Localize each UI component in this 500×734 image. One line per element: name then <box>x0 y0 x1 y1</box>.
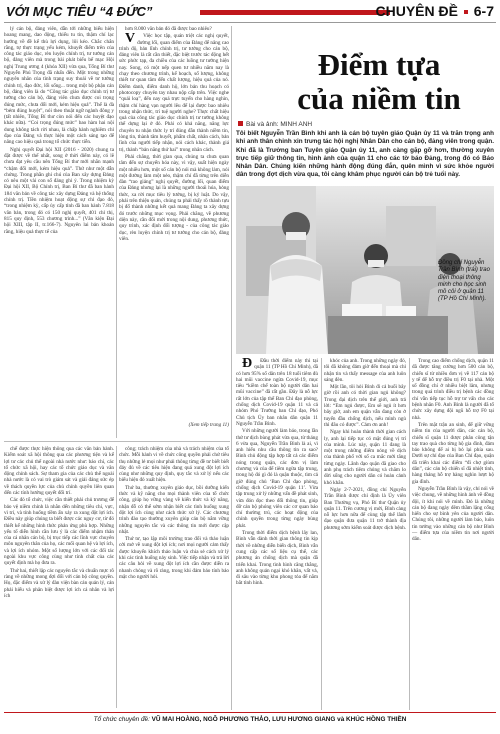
left-article-col2 <box>119 26 229 421</box>
paragraph: Ngày 2-7-2021, đồng chí Nguyễn Trần Bình được chỉ định là Ủy viên Ban Thường vụ, Phó Bí thư Quận ủy quận 11. Trên cương vị mới, Bình càng nỗ lực hơn nữa để cùng tập thể lãnh đạo quận đưa quận 11 trở thành địa phương sớm kiểm soát được dịch bệnh. <box>324 486 406 531</box>
header-rule <box>4 22 496 23</box>
paragraph: Thứ ba, thường xuyên giáo dục, bồi dưỡng kiến thức và kỹ năng cho mọi thành viên của tổ chức công, giúp họ vững vàng về kiến thức và kỹ năng, nhận đỗ có thể sớm nhận biết các tình huống xung đột lợi ích cùng như cách thức xử lý. Các chương trình đào tạo thường xuyên giúp cán bộ nắm vững những nguyên tắc và các thông tin mới được cập nhật. <box>119 484 229 535</box>
paragraph: Trong cao điểm chống dịch, quận 11 đã được tăng cường hơn 500 cán bộ, chiến sĩ từ nhiều đơn vị về 117 cán bộ y tế để hỗ trợ điều trị F0 tại nhà. Một số đồng chí ở nhiều biệt lâm, nhưng trong quá trình điều trị bệnh các đồng chí vẫn tiếp tục hỗ trợ tư vấn cho các bệnh nhân F0. Anh Bình là người đã tổ chức xây dựng đội ngũ hỗ trợ F0 tại nhà. <box>412 358 494 421</box>
paragraph: Với những người làm báo, trong lần thứ tư dịch bùng phát vừa qua, từ tháng 6 vừa qua, Nguyễn Trần Bình là ai, vì anh hiểu nhu cầu thông tin ra sao? Bình chủ động tập hợp tất cả các điểm nóng trong quận, các đơn vị làm chương và của để tiêm ngừa tập trung, trong hộ đó gì đó là quận thuộc, tìm cả giờ đúng chủ ‘Ban Chỉ đạo phòng, chống dịch Covid-19 quận 11’. Vừa tập trung xử lý những vấn đề phát sinh, vừa đón đọc theo đổi thông tin, giúp đỡ cán bộ phóng viên các cơ quan báo chí thường trú, các hoạt động của chính quyền trong từng ngày bùng phát. <box>236 428 318 529</box>
right-article-col2 <box>324 358 406 710</box>
paragraph: công; trách nhiệm của nhà và trách nhiệm của tổ chức. Mỗi hành vi về chức công quyền phải chứ tiêu thụ những lẻ mọi như phải thông từng đề tư biết biết đảy đủ về các tiêu hiện đang quá xung đột lợi ích cùng như những quy định, quy tắc và xử lý nếu các biểu hiện đó xuất hiện. <box>119 446 229 484</box>
header-accent-bar <box>200 10 390 15</box>
footer-rule <box>4 712 496 713</box>
article-title <box>262 48 496 116</box>
column-divider <box>321 358 322 710</box>
paragraph <box>119 33 229 153</box>
drop-cap: Đ <box>242 358 253 371</box>
drop-cap: V <box>125 31 136 47</box>
right-article-col3 <box>412 358 494 710</box>
page-footer <box>4 716 496 723</box>
byline <box>238 121 312 128</box>
paragraph: Nguyễn Trần Bình là vậy, chỉ nói về việc chung, về những hình ảnh về đồng đội, ít khi nói về mình. Đó là những cán bộ đang ngày đêm thầm lặng cống hiến cho sự bình yên của người dân. Chúng tôi, những người làm báo, luôn tin tưởng vào những cán bộ như Bình — điểm tựa của niềm tin nơi người dân. <box>412 485 494 543</box>
left-lower-col1 <box>4 446 114 708</box>
column-divider <box>116 446 117 708</box>
paragraph: Phải chăng, thời gian qua, chúng ta chưa quan tâm đến sự chuyển hóa này, vì vậy, suất hiện ngày một nhiều hơn, một số cán bộ nói mà không làm, nói một đường làm một nẻo, thậm chí đã từng trên diễn đàn “rao giảng” nghị quyết, đường lối, quan điểm của Đảng nhưng lại là những người thoái hóa, hỏng thức, xa rời mục tiêu lý tưởng, bị kỷ luật. Do vậy, phải trên thiện quản, chúng ta phải thấy rõ thành tựu bị đổ thành những kết quả mang Đảng ta xây dựng đó trước những mục vọng. Phải chăng, về phương diện này, cần đổi mới trong nội dung, phương thức, quy trình, xác định đối tượng - của công tác giáo dục, rèn luyện chính trị tư tưởng cho cán bộ, đảng viên. <box>119 153 229 242</box>
byline-marker-icon <box>238 121 243 126</box>
article-lead: Tôi biết Nguyễn Trần Bình khi anh là cán bộ tuyên giáo Quận ủy 11 và trăn trọng anh khi anh thân chinh xin trưng tác hội nghị Nhân Dân cho cán bộ, đảng viên trong quận. Khi đã là Trưởng ban Tuyên giáo Quận ủy 11, anh càng gặp gỡ hơn, thường xuyên trực tiếp giữ thông tin, hình ảnh của quận 11 cho các tờ báo Đảng, trong đó có Báo Nhân Dân. Chúng kiến những hành động đúng đắn, quên mình vì sức khỏe người dân trong đợt dịch vừa qua, tôi càng khâm phục người cán bộ trẻ tuổi này. <box>236 130 494 179</box>
column-divider <box>231 26 232 710</box>
right-article-col1 <box>236 358 318 710</box>
left-lower-col2 <box>119 446 229 708</box>
continued-ref: (Xem tiếp trang 11) <box>188 422 229 428</box>
title-line: Điểm tựa <box>317 47 441 82</box>
page-number: 6-7 <box>473 3 494 19</box>
left-article-col1 <box>4 26 114 436</box>
footer-names: VŨ MAI HOÀNG, NGÔ PHƯƠNG THẢO, LƯU HƯƠNG GIANG và KHÚC HỒNG THIỀN <box>151 716 407 723</box>
paragraph: hơn 8.000 văn bản đó đã được bao nhiêu? <box>125 26 212 32</box>
paragraph: Nghị quyết Đại hội XII (2016 - 2020) chung ta đặt được về thế nhất, song ở thời điểm này, có lẽ chưa đạt yêu cầu nên Tổng Bí thư mới nhắn mạnh “chậm đổi mới, kém hiệu quả”. Thứ như một dẫn chứng. Trong phần ghi chú của Ban xây dựng Đảng có nêu một vài con số đáng ghi ý. Trong nhiệm kỳ Đại hội XII, Bộ Chính trị, Ban Bí thư đã ban hành 184 văn bản về công tác xây dựng Đảng và hệ thống chính trị. Tiền nhiệm hoạt động sự chỉ đạo đó, “trong nhiệm kỳ, cấp ủy cấp tỉnh đã ban hành 7.818 văn bản, trong đó có 150 nghị quyết, 401 chỉ thị, 815 quy định, 553 chương trình...” (Văn kiện Đại hội XIII, tập II, tr.166-7). Nguyên lai bản khoán rằng, hiệu quả thực tế của <box>4 146 114 235</box>
section-label <box>376 3 494 19</box>
paragraph: Trong thời điểm dịch bệnh lây lan, Bình vẫn dành thời gian thông tin kịp thời về những diễn biến dịch, Bình vẫn cung cấp các số liệu cụ thể, các phương án chống dịch mà quận đã triển khai. Trong tình hình căng thẳng, anh không quản ngại khó khăn, vất vả, đi sâu vào từng khu phong tỏa để nắm bắt tình hình. <box>236 530 318 587</box>
paragraph <box>236 358 318 427</box>
paragraph: Trên mặt trận an sinh, để giữ vững niềm tin của người dân, các cán bộ, chiến sĩ quận 11 được phân công tận tay trao quà cho từng hộ gia đình, đảm bảo không để ai bị bỏ lại phía sau. Dưới sự chỉ đạo của Ban Chỉ đạo, quận đã triển khai các điểm “đi chợ giùm dân”, các cán bộ chiến sĩ đã nhiệt tình, hàng tháng hỗ trợ hàng nghìn lượt hộ gia đình. <box>412 421 494 485</box>
byline-text: Bài và ảnh: MINH ANH <box>246 121 313 128</box>
column-divider <box>116 26 117 438</box>
paragraph: khóc của anh. Trong những ngày đó, tôi đã không đảm giờ đến thoại mà chỉ nhận tin và thấy message của anh luôn sáng đèn. <box>324 358 406 383</box>
paragraph: Thứ tư, tạo lập môi trường trao đổi và thảo luận cởi mở về xung đột lợi ích; nơi mọi người cảm thấy được khuyến khích thảo luận và chia sẻ cách xử lý khi các tình huống nảy sinh. Việc tiếp nhận và trả lời các câu hỏi về xung đột lợi ích cần được diễn ra nhanh chóng và rõ ràng, trong khi đảm bảo tính bảo mật cho người hỏi. <box>119 536 229 580</box>
paragraph: lý cán bộ, đảng viên, dẫn tới những biểu hiện hoang mang, dao động, thiếu tu tin, thậm chí lạc hướng về đề kể thù lợi dụng, lôi kéo. Chắc chắn rằng, tự thực trạng yếu kém, khuyết điểm trên của công tác giáo dục, rèn luyện chính trị, tư tưởng cán bộ, đảng viên mà trong bài phát biểu bế mạc Hội nghị Trung ương 4 (khóa XII) vừa qua, Tổng Bí thư Nguyễn Phú Trọng đã nhấn đến. Một trong những nguyên nhân của tình trạng suy thoái về tư tưởng chính trị, đạo đức, lối sống... trong một bộ phận cán bộ, đảng viên là do “Công tác giáo dục chính trị tư tưởng cho cán bộ, đảng viên chưa được coi trọng đúng mức, chưa đổi mới, kém hiệu quả”. Thế là đà “bẻm đúng huyệt”, nói theo thuật ngữ ngành đông y (tất nhiên, Tổng Bí thư còn nói đến các huyệt đạo khác nữa). “Coi trọng đúng mức” bao hàm hai nội dung không tách rời nhau, là chấp hành nghiêm chỉ đạo của Đảng và thực hiện một cách sáng tạo để nâng cao hiệu quả trong tổ chức thực tiễn. <box>4 26 114 146</box>
section-title: VỚI MỤC TIÊU “4 ĐỨC” <box>6 4 153 19</box>
photo-caption: Đồng chí Nguyễn Trần Bình (trái) trao điện thoại thông minh cho học sinh mồ côi ở quận 11 (TP Hồ Chí Minh). <box>438 260 490 303</box>
footer-label: Tổ chức chuyên đề: <box>93 716 150 723</box>
paragraph-text: Việc học tập, quán triệt các nghị quyết, đường lối, quan điểm của Đảng để nâng cao trình độ, bản lĩnh chính trị, tư tưởng cho cán bộ, đảng viên là rất cần thiết, đặc biệt trước tác động hết sức phức tạp, đa chiều của các luồng tư tưởng hiện nay. Song, có một nếp quen tư nhiều năm nay là chạy theo chương trình, kế hoạch, số lượng, không thiết tư quan tâm đến chất lượng, hiệu quả của nó. Điểm danh, điểm danh hộ, lớn bản thu hoạch có photocopy chuyên tay nhau nộp cấp trên. Việc nghe “quái loạ”, đến nay quá trực tuyến cho hàng nghìn, thậm chí hàng vạn người lẽu để lại được bao nhiêu trong nhận thức, trí tuệ người nghe? Thực chất hiệu quả của công tác giáo dục chính trị tư tưởng không thể dựng lại ở đó. Phải có khả năng, năng lực chuyên tu nhận thức ly trí đúng đắn thành niềm tin, lòng tin, thành tâm huyết, phẩm chất, nhân cách, bản lĩnh của người tiếp nhận, nói cách khác, thành giá trị, thành “bản năng thứ hai” trong nhân cách. <box>119 33 229 153</box>
paragraph: Ngay khi hoàn thành thời gian cách ly, anh lại tiếp tục có mặt đúng vị trí của mình. Lúc này, quận 11 đang là một trong những điểm nóng về dịch của thành phố với số ca mắc mới tăng từng ngày. Lãnh đạo quận đã giao cho anh phụ trách tiêm chủng và chăm lo đời sống cho người dân có hoàn cảnh khó khăn. <box>324 429 406 486</box>
section-right-label: CHUYÊN ĐỀ <box>375 3 458 19</box>
title-line: của niềm tin <box>297 81 461 116</box>
paragraph-text: Đầu thời điểm này thì tại quận 11 (TP Hồ Chí Minh), đã có hơn 95% số dân trên 18 tuổi tiêm đủ hai mũi vaccine ngừa Covid-19, mục tiêu “kiềm chế toàn bộ người dân hai mũi vaccine” đã rất gần. Đây là nỗ lực rất lớn của tập thể Ban Chỉ đạo phòng, chống dịch Covid-19 quận 11 và cả nhóm Phó Trưởng ban Chỉ đạo, Phó Chủ tịch Ủy ban nhân dân quận 11 Nguyễn Trần Bình. <box>236 358 318 427</box>
column-divider <box>409 358 410 710</box>
paragraph: Các đó tổ chức, việc cần thiết phải chủ trương để bảo vệ niềm chính là nhằn dến những tiêu chí, vực, vì trí, và tính huống tiềm ẩn xảy ra xung đột lợi ích. Điều này giúp chúng ta biết được các nguy cơ, từ đó thiết kế những hình thức phản ứng phù hợp. Những yếu tố diễn hình cần lưu ý là các điểm nhậm thân của cá nhân cán bộ, bị trục tiếp các lĩnh vực chuyên môn nguyên thân của họ, các mối quan hệ và lợi ích, và lợi ích nhóm. Một số lượng lớn với các đối tác ngoài khu vực công cùng như tính chất của các quyết định mà họ đưa ra. <box>4 497 114 567</box>
section-divider-icon <box>464 10 468 14</box>
paragraph: Một lần, tôi hỏi Bình đi cả buổi bây giờ rồi anh có thời gian ngủ không? Trong đại dịch trên thế giới, anh trả lời: “Em ngủ được, Em sẽ ngủ ít hơn bây giờ, anh em quận vẫn đang còn ở tuyến đầu chống dịch, nếu mình ngủ thì đâu có được”. Cảm ơn anh! <box>324 384 406 428</box>
section-rule <box>4 441 230 442</box>
paragraph: chế được thực hiện thông qua các văn bản hành. Kiểm soát xã hội thông qua các phương tiện và kể lợi tư các chủ thể ngoài nhà nước như: báo chí, các tổ chức xã hội, hay các tổ chức giáo dục và văn động chính sách. Sự tham gia của các chủ thể ngoài nhà nước là có vai trò giám sát và giải đáng sức ép về thách quyền lực của chủ chính quyền liên quan đến các tính hướng quyết đối trí. <box>4 446 114 497</box>
paragraph: Thứ hai, thiết lập các nguyên tắc và chuẩn mực rõ ràng về những mong đợi đối với cán bộ công quyền. Họ, đặc điểm và xử lý đàn viện bàn cán quản lý, cán phải hiểu và phân biệt được lợi ích cá nhân và lợi ích <box>4 567 114 599</box>
